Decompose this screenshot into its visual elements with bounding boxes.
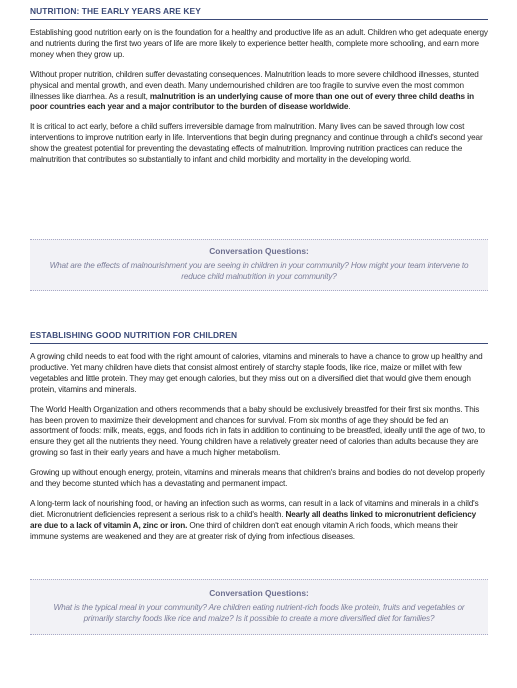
paragraph-consequences-text: Without proper nutrition, children suffer devastating consequences. Malnutrition leads to more severe childhood illnesses, stunted physical and mental growth, and even death. Many undernourished children are too fragile to survive even the most common illnesses like diarrhea. As a result, xyxy=(30,69,479,101)
paragraph-consequences-end: . xyxy=(348,102,351,112)
paragraph-micronutrients-bold: Nearly all deaths linked to micronutrient deficiency are due to a lack of vitamin A, zinc or iron. xyxy=(30,509,477,530)
paragraph-act-early: It is critical to act early, before a child suffers irreversible damage from malnutrition. Many lives can be saved through low cost interventions to improve nutrition early in life. Interventions that begin during pregnancy and continue through a child's second year show the greatest potential for preventing the devastating effects of malnutrition. Improving nutrition practices can reduce the malnutrition that contributes so substantially to infant and child morbidity and mortality in the developing world. xyxy=(30,122,483,165)
conversation-questions-text-2: What is the typical meal in your community? Are children eating nutrient-rich foods like protein, fruits and vegetables or primarily starchy foods like rice and maize? Is it possible to create a more diversified diet for families? xyxy=(53,603,465,623)
conversation-questions-box-1 xyxy=(30,239,488,291)
paragraph-micronutrients xyxy=(30,499,488,543)
section-good-nutrition xyxy=(30,330,488,552)
conversation-questions-box-2 xyxy=(30,579,488,635)
paragraph-consequences-bold: malnutrition is an underlying cause of more than one out of every three child deaths in poor countries each year and a major contributor to the burden of disease worldwide xyxy=(30,91,474,112)
section-title-early-years: NUTRITION: THE EARLY YEARS ARE KEY xyxy=(30,6,488,20)
paragraph-stunted: Growing up without enough energy, protein, vitamins and minerals means that children's brains and bodies do not develop properly and they become stunted which has a devastating and permanent impact. xyxy=(30,468,485,489)
section-early-years xyxy=(30,6,488,175)
paragraph-who: The World Health Organization and others recommends that a baby should be exclusively breastfed for their first six months. This has been proven to maximize their development and chances for survival. From six months of age they should be fed an assortment of foods: milk, meats, eggs, and foods rich in fats in addition to continuing to be breastfed, ideally until the age of two, to ensure they get all the nutrients they need. Young children have a relatively greater need of calories than adults because they are growing so fast in their early years and have a much higher metabolism. xyxy=(30,404,485,458)
paragraph-consequences xyxy=(30,70,488,114)
paragraph-micronutrients-text: A long-term lack of nourishing food, or having an infection such as worms, can result in a lack of vitamins and minerals in a child's diet. Micronutrient deficiencies represent a serious risk to a child's health. xyxy=(30,498,479,519)
section-title-good-nutrition: ESTABLISHING GOOD NUTRITION FOR CHILDREN xyxy=(30,330,488,344)
conversation-questions-title-1: Conversation Questions: xyxy=(209,246,309,256)
paragraph-foundation: Establishing good nutrition early on is the foundation for a healthy and productive life as an adult. Children who get adequate energy and nutrients during the first two years of life are more likely to experience better health, complete more schooling, and earn more money when they grow up. xyxy=(30,28,488,59)
paragraph-micronutrients-end: One third of children don't eat enough vitamin A rich foods, which means their immune systems are weakened and they are at greater risk of dying from infectious diseases. xyxy=(30,520,458,541)
paragraph-growing-child: A growing child needs to eat food with the right amount of calories, vitamins and minerals to have a chance to grow up healthy and productive. Yet many children have diets that consist almost entirely of starchy staple foods, like rice, maize or millet with few vegetables and little protein. They may get enough calories, but they miss out on a diversified diet that would give them enough protein, vitamins and minerals. xyxy=(30,352,483,394)
conversation-questions-title-2: Conversation Questions: xyxy=(209,588,309,598)
conversation-questions-text-1: What are the effects of malnourishment you are seeing in children in your community? How might your team intervene to reduce child malnutrition in your community? xyxy=(49,261,469,281)
